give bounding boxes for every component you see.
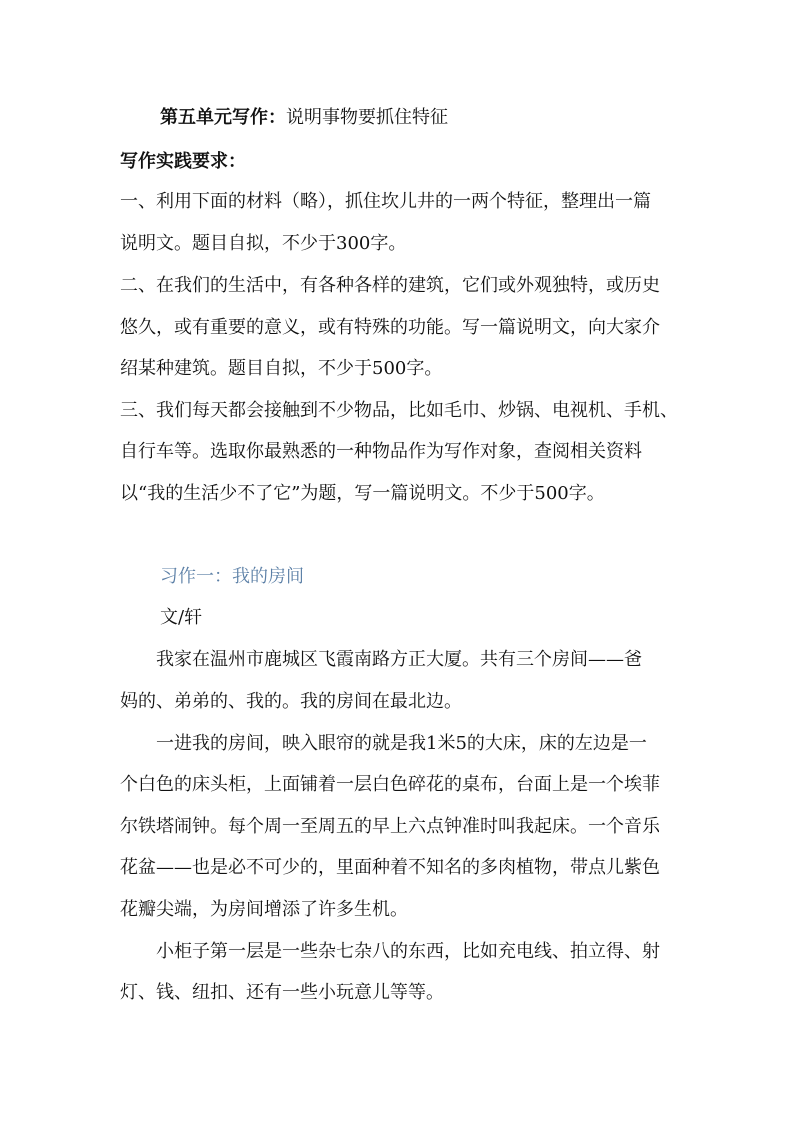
- essay-paragraph-line: 个白色的床头柜，上面铺着一层白色碎花的桌布，台面上是一个埃菲: [120, 774, 660, 795]
- unit-title-rest: 说明事物要抓住特征: [286, 107, 448, 128]
- essay-paragraph-line: 我家在温州市鹿城区飞霞南路方正大厦。共有三个房间——爸: [156, 649, 642, 670]
- requirement-line: 说明文。题目自拟，不少于300字。: [120, 233, 407, 254]
- unit-title: [160, 106, 720, 130]
- essay-paragraph-line: 小柜子第一层是一些杂七杂八的东西，比如充电线、拍立得、射: [156, 941, 660, 962]
- requirement-line: 悠久，或有重要的意义，或有特殊的功能。写一篇说明文，向大家介: [120, 317, 660, 338]
- unit-title-bold: 第五单元写作：: [160, 107, 286, 128]
- requirement-line: 以“我的生活少不了它”为题，写一篇说明文。不少于500字。: [120, 483, 605, 504]
- essay-paragraph-line: 一进我的房间，映入眼帘的就是我1米5的大床，床的左边是一: [156, 733, 647, 754]
- essay-paragraph-line: 灯、钱、纽扣、还有一些小玩意儿等等。: [120, 982, 444, 1003]
- requirement-line: 一、利用下面的材料（略），抓住坎儿井的一两个特征，整理出一篇: [120, 191, 651, 212]
- requirement-line: 二、在我们的生活中，有各种各样的建筑，它们或外观独特，或历史: [120, 275, 660, 296]
- essay-paragraph-line: 妈的、弟弟的、我的。我的房间在最北边。: [120, 691, 462, 712]
- essay-title: 习作一：我的房间: [160, 566, 304, 587]
- essay-paragraph-line: 花瓣尖端，为房间增添了许多生机。: [120, 899, 408, 920]
- requirement-line: 三、我们每天都会接触到不少物品，比如毛巾、炒锅、电视机、手机、: [120, 400, 678, 421]
- essay-paragraph-line: 尔铁塔闹钟。每个周一至周五的早上六点钟准时叫我起床。一个音乐: [120, 816, 660, 837]
- essay-author: 文/轩: [160, 607, 203, 628]
- requirement-line: 自行车等。选取你最熟悉的一种物品作为写作对象，查阅相关资料: [120, 441, 642, 462]
- requirements-heading: 写作实践要求：: [120, 151, 246, 172]
- requirement-line: 绍某种建筑。题目自拟，不少于500字。: [120, 358, 443, 379]
- essay-paragraph-line: 花盆——也是必不可少的，里面种着不知名的多肉植物，带点儿紫色: [120, 857, 660, 878]
